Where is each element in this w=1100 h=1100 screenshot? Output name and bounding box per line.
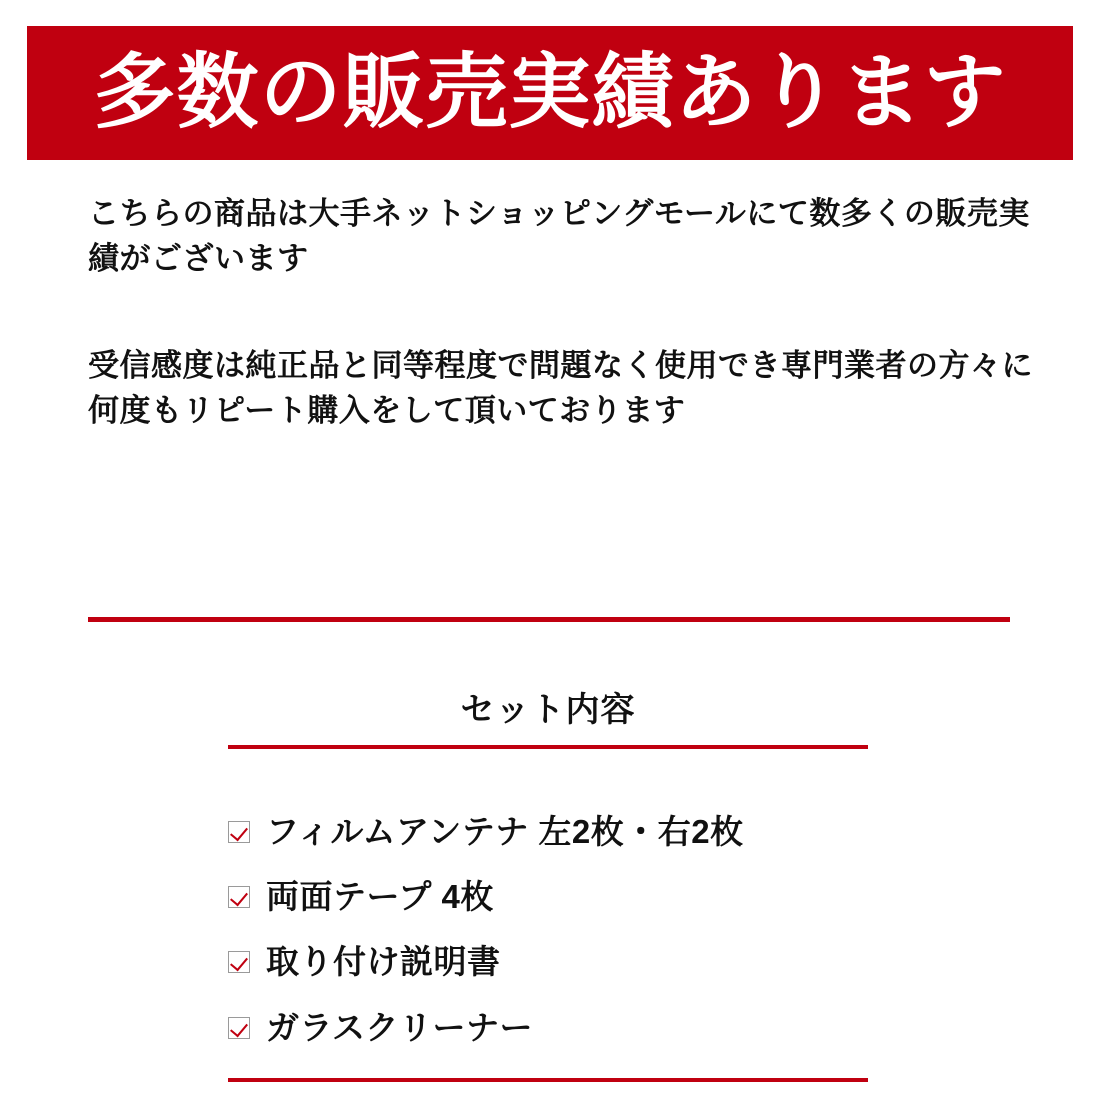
list-item: [228, 941, 868, 982]
list-item: [228, 811, 868, 852]
checkbox-checked-icon: [228, 951, 250, 973]
list-item-label: ガラスクリーナー: [266, 1008, 534, 1046]
checkbox-checked-icon: [228, 821, 250, 843]
list-item: [228, 1007, 868, 1048]
set-contents-rule-top: [228, 745, 868, 749]
set-contents-rule-bottom: [228, 1078, 868, 1082]
section-divider: [88, 617, 1010, 622]
description-block: [88, 192, 1048, 434]
set-contents-heading: セット内容: [460, 691, 636, 729]
description-paragraph-1: こちらの商品は大手ネットショッピングモールにて数多くの販売実績がございます: [88, 196, 1030, 276]
list-item: [228, 876, 868, 917]
description-paragraph-2: 受信感度は純正品と同等程度で問題なく使用でき専門業者の方々に何度もリピート購入をして頂いております: [88, 347, 1033, 428]
list-item-label: フィルムアンテナ 左2枚・右2枚: [266, 812, 744, 850]
set-contents-section: [228, 690, 868, 1072]
headline-banner: [27, 26, 1073, 160]
list-item-label: 両面テープ 4枚: [266, 878, 494, 916]
set-contents-list: [228, 811, 868, 1048]
banner-title: 多数の販売実績あります: [93, 47, 1007, 138]
list-item-label: 取り付け説明書: [266, 943, 501, 981]
checkbox-checked-icon: [228, 1017, 250, 1039]
checkbox-checked-icon: [228, 886, 250, 908]
